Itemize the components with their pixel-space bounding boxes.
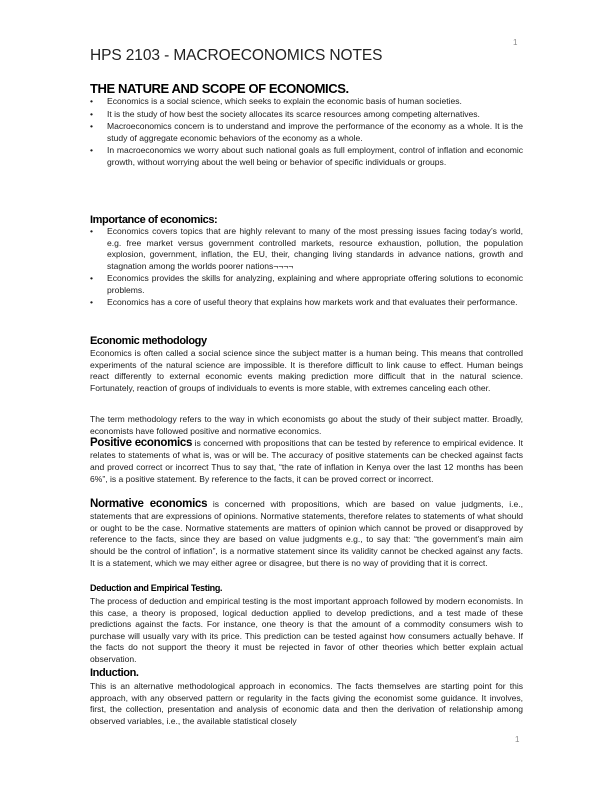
positive-economics-text: is concerned with propositions that can be tested by reference to empirical evidence. It relates to statements of what is, was or will be. The accuracy of positive statements can be checked against facts and proved correct or incorrect Thus to say that, “the rate of inflation in Kenya over the last 12 months has been 6%”, is a positive statement. By reference to the facts, it can be proved correct or incorrect. [90,438,523,484]
section-heading-induction: Induction. [90,667,139,679]
list-item: • Economics has a core of useful theory that explains how markets work and that evaluates their performance. [90,297,523,309]
deduction-paragraph: The process of deduction and empirical testing is the most important approach followed by modern economists. In this case, a theory is proposed, logical deduction applied to develop predictions, and a test made of these predictions against the facts. For instance, one theory is that the amount of a commodity consumers wish to purchase will usually vary with its price. This prediction can be tested against how consumers actually behave. If the facts do not support the theory it must be rejected in favor of other theories which better explain actual observation. [90,596,523,664]
positive-economics-term: Positive economics [90,437,193,449]
importance-list [90,226,523,310]
document-title: HPS 2103 - MACROECONOMICS NOTES [90,47,383,64]
section-heading-nature-scope: THE NATURE AND SCOPE OF ECONOMICS. [90,81,349,96]
normative-economics-paragraph [90,499,523,570]
section-heading-methodology: Economic methodology [90,335,207,347]
list-item: • Economics provides the skills for analyzing, explaining and where appropriate offering solutions to economic problems. [90,273,523,296]
methodology-term-paragraph: The term methodology refers to the way in which economists go about the study of their subject matter. Broadly, economists have followed positive and normative economics. [90,414,523,436]
list-item: • Economics covers topics that are highly relevant to many of the most pressing issues facing today’s world, e.g. free market versus government controlled markets, resource exhaustion, pollution, the population explosion, government, inflation, the EU, their, changing living standards in advance nations, growth and stagnation among the worlds poorer nations¬¬¬¬ [90,226,523,272]
methodology-paragraph: Economics is often called a social science since the subject matter is a human being. This means that controlled experiments of the natural science are impossible. It is therefore difficult to link cause to effect. Human beings react differently to external economic events making prediction more difficult that in the natural science. Fortunately, reaction of groups of individuals to events is more stable, with extremes canceling each other. [90,348,523,393]
list-item: • In macroeconomics we worry about such national goals as full employment, control of inflation and economic growth, without worrying about the well being or behavior of specific individuals or groups. [90,145,523,168]
normative-economics-term: Normative economics [90,498,208,510]
normative-economics-text: is concerned with propositions, which are based on value judgments, i.e., statements that are expressions of opinions. Normative statements, therefore relates to statements of what should or ought to be the case. Normative statements are matters of opinion which cannot be proved or disapproved by reference to the facts, since they are based on value judgments e.g., to say that: “the government’s main aim should be the control of inflation”, is a normative statement since its validity cannot be checked against any facts. It is a statement, which we may either agree or disagree, but there is no way of providing that it is correct. [90,499,523,568]
induction-paragraph: This is an alternative methodological approach in economics. The facts themselves are starting point for this approach, with any observed pattern or regularity in the facts giving the economist some guidance. It involves, first, the collection, presentation and analysis of economic data and then the derivation of relationship among observed variables, i.e., the available statistical closely [90,681,523,726]
list-item: • It is the study of how best the society allocates its scarce resources among competing alternatives. [90,109,523,121]
page-number-top: 1 [513,38,518,47]
section-heading-importance: Importance of economics: [90,214,218,226]
page-number-bottom: 1 [515,735,520,744]
section-heading-deduction: Deduction and Empirical Testing. [90,583,223,593]
nature-scope-list [90,96,523,169]
positive-economics-paragraph [90,438,523,486]
list-item: • Economics is a social science, which seeks to explain the economic basis of human societies. [90,96,523,108]
list-item: • Macroeconomics concern is to understand and improve the performance of the economy as a whole. It is the study of aggregate economic behaviors of the economy as a whole. [90,121,523,144]
